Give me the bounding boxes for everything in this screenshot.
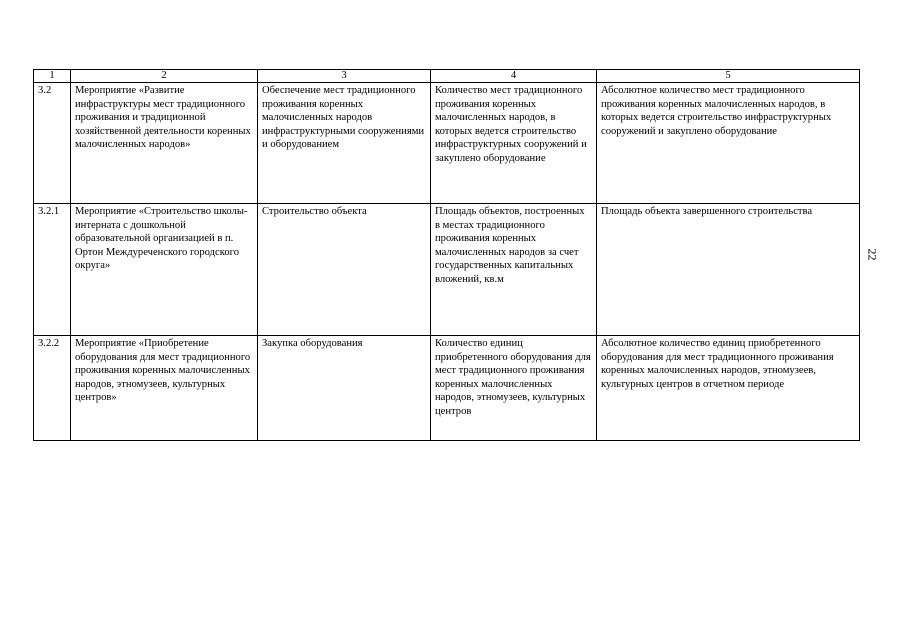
task-cell: Закупка оборудования <box>258 336 431 441</box>
description-cell: Абсолютное количество единиц приобретенного оборудования для мест традиционного проживания коренных малочисленных народов, этномузеев, культурных центров в отчетном периоде <box>597 336 860 441</box>
table-row <box>34 83 860 204</box>
row-number: 3.2.2 <box>34 336 71 441</box>
task-cell: Строительство объекта <box>258 204 431 336</box>
indicator-cell: Количество мест традиционного проживания коренных малочисленных народов, в которых ведется строительство инфраструктурных сооружений и закуплено оборудование <box>431 83 597 204</box>
row-number: 3.2.1 <box>34 204 71 336</box>
indicator-cell: Количество единиц приобретенного оборудования для мест традиционного проживания коренных малочисленных народов, этномузеев, культурных центров <box>431 336 597 441</box>
task-cell: Обеспечение мест традиционного проживания коренных малочисленных народов инфраструктурными сооружениями и оборудованием <box>258 83 431 204</box>
header-row <box>34 70 860 83</box>
header-col-3: 3 <box>258 70 431 83</box>
row-number: 3.2 <box>34 83 71 204</box>
table-row <box>34 336 860 441</box>
indicator-cell: Площадь объектов, построенных в местах традиционного проживания коренных малочисленных народов за счет государственных капитальных вложений, кв.м <box>431 204 597 336</box>
measure-cell: Мероприятие «Приобретение оборудования для мест традиционного проживания коренных малочисленных народов, этномузеев, культурных центров» <box>71 336 258 441</box>
header-col-5: 5 <box>597 70 860 83</box>
header-col-1: 1 <box>34 70 71 83</box>
description-cell: Абсолютное количество мест традиционного проживания коренных малочисленных народов, в которых ведется строительство инфраструктурных сооружений и закуплено оборудование <box>597 83 860 204</box>
measure-cell: Мероприятие «Строительство школы-интерната с дошкольной образовательной организацией в п. Ортон Междуреченского городского округа» <box>71 204 258 336</box>
header-col-2: 2 <box>71 70 258 83</box>
header-col-4: 4 <box>431 70 597 83</box>
measures-table <box>33 69 860 441</box>
description-cell: Площадь объекта завершенного строительства <box>597 204 860 336</box>
measure-cell: Мероприятие «Развитие инфраструктуры мест традиционного проживания и традиционной хозяйственной деятельности коренных малочисленных народов» <box>71 83 258 204</box>
page-number: 22 <box>865 248 880 261</box>
table-row <box>34 204 860 336</box>
